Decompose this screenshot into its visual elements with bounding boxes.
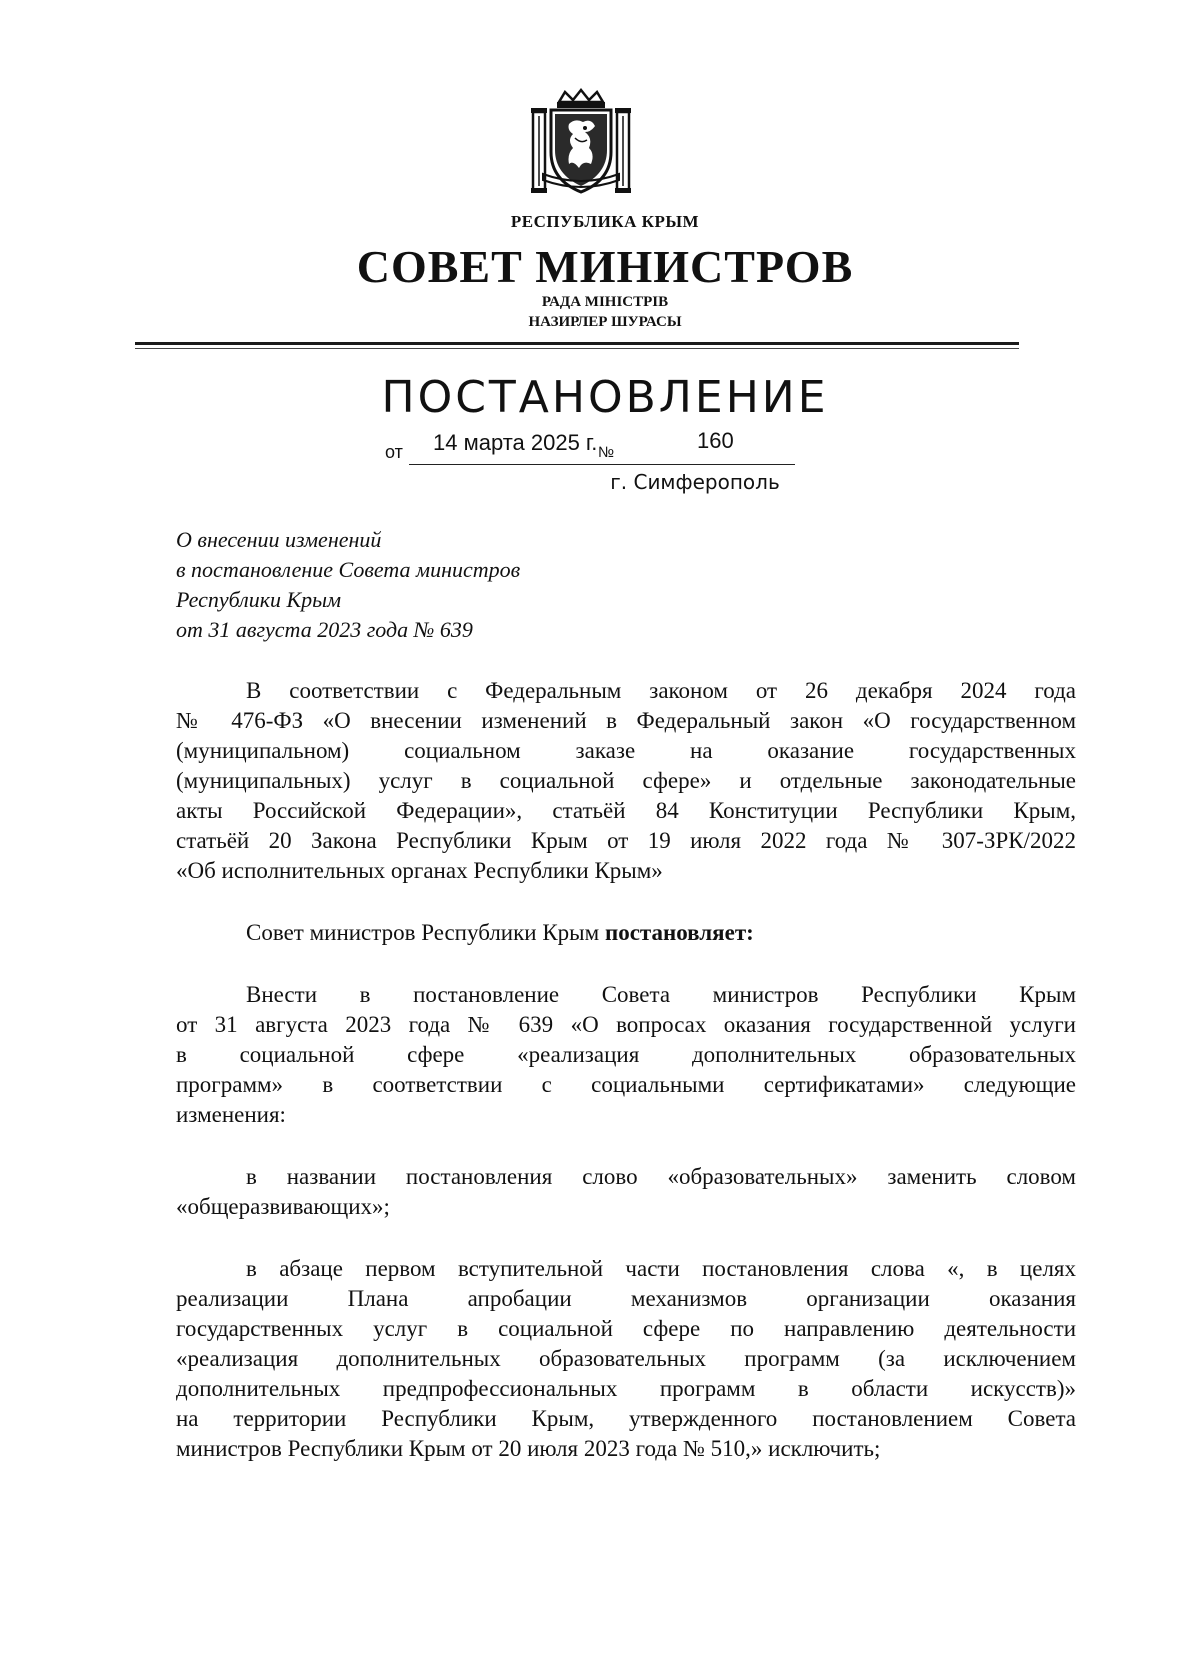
subject-line: в постановление Совета министров	[176, 557, 521, 582]
text-line: статьёй 20 Закона Республики Крым от 19 июля 2022 года № 307-ЗРК/2022	[176, 828, 1076, 853]
text-line: «реализация дополнительных образовательных программ (за исключением	[176, 1346, 1076, 1371]
text-line: (муниципальном) социальном заказе на оказание государственных	[176, 738, 1076, 763]
council-name-ukrainian: РАДА МІНІСТРІВ	[541, 294, 669, 310]
text-line: В соответствии с Федеральным законом от 26 декабря 2024 года	[246, 678, 1076, 703]
text-line: «общеразвивающих»;	[176, 1194, 390, 1219]
text-line: в социальной сфере «реализация дополнительных образовательных	[176, 1042, 1076, 1067]
amendment-item-preamble	[176, 1254, 1076, 1464]
city: г. Симферополь	[610, 470, 780, 494]
number-label: №	[598, 444, 615, 461]
date-number-line	[385, 428, 795, 464]
text-line: изменения:	[176, 1102, 286, 1127]
council-name: СОВЕТ МИНИСТРОВ	[356, 241, 854, 292]
document-subject	[176, 525, 520, 645]
republic-name: РЕСПУБЛИКА КРЫМ	[510, 212, 700, 231]
council-name-translations	[0, 292, 1200, 332]
text-line: акты Российской Федерации», статьёй 84 Конституции Республики Крым,	[176, 798, 1076, 823]
amendment-paragraph	[176, 980, 1076, 1130]
date-underline	[409, 464, 795, 465]
document-type: ПОСТАНОВЛЕНИЕ	[381, 372, 829, 423]
resolution-clause	[176, 918, 1076, 948]
coat-of-arms-icon	[529, 88, 633, 196]
text-line	[176, 918, 1076, 948]
resolves-word: постановляет:	[604, 920, 754, 945]
text-line: (муниципальных) услуг в социальной сфере» и отдельные законодательные	[176, 768, 1076, 793]
text-line: дополнительных предпрофессиональных программ в области искусств)»	[176, 1376, 1076, 1401]
header-divider-thin	[135, 348, 1019, 349]
subject-line: Республики Крым	[176, 587, 342, 612]
subject-line: О внесении изменений	[176, 527, 382, 552]
preamble-paragraph	[176, 676, 1076, 886]
council-name-crimean-tatar: НАЗИРЛЕР ШУРАСЫ	[528, 314, 682, 330]
text-line: государственных услуг в социальной сфере по направлению деятельности	[176, 1316, 1076, 1341]
text-line: программ» в соответствии с социальными сертификатами» следующие	[176, 1072, 1076, 1097]
header-divider	[135, 342, 1019, 345]
text-line: Внести в постановление Совета министров Республики Крым	[246, 982, 1076, 1007]
text-line: реализации Плана апробации механизмов организации оказания	[176, 1286, 1076, 1311]
resolution-text: Совет министров Республики Крым	[246, 920, 605, 945]
text-line: министров Республики Крым от 20 июля 2023 года № 510,» исключить;	[176, 1436, 881, 1461]
text-line: № 476-ФЗ «О внесении изменений в Федеральный закон «О государственном	[176, 708, 1076, 733]
document-date: 14 марта 2025 г.	[433, 430, 598, 455]
text-line: в абзаце первом вступительной части постановления слова «, в целях	[246, 1256, 1076, 1281]
document-number: 160	[697, 428, 734, 453]
subject-line: от 31 августа 2023 года № 639	[176, 617, 473, 642]
from-label: от	[385, 442, 403, 462]
text-line: от 31 августа 2023 года № 639 «О вопросах оказания государственной услуги	[176, 1012, 1076, 1037]
text-line: в названии постановления слово «образовательных» заменить словом	[246, 1164, 1076, 1189]
text-line: на территории Республики Крым, утвержденного постановлением Совета	[176, 1406, 1076, 1431]
amendment-item-title	[176, 1162, 1076, 1222]
text-line: «Об исполнительных органах Республики Крым»	[176, 858, 663, 883]
